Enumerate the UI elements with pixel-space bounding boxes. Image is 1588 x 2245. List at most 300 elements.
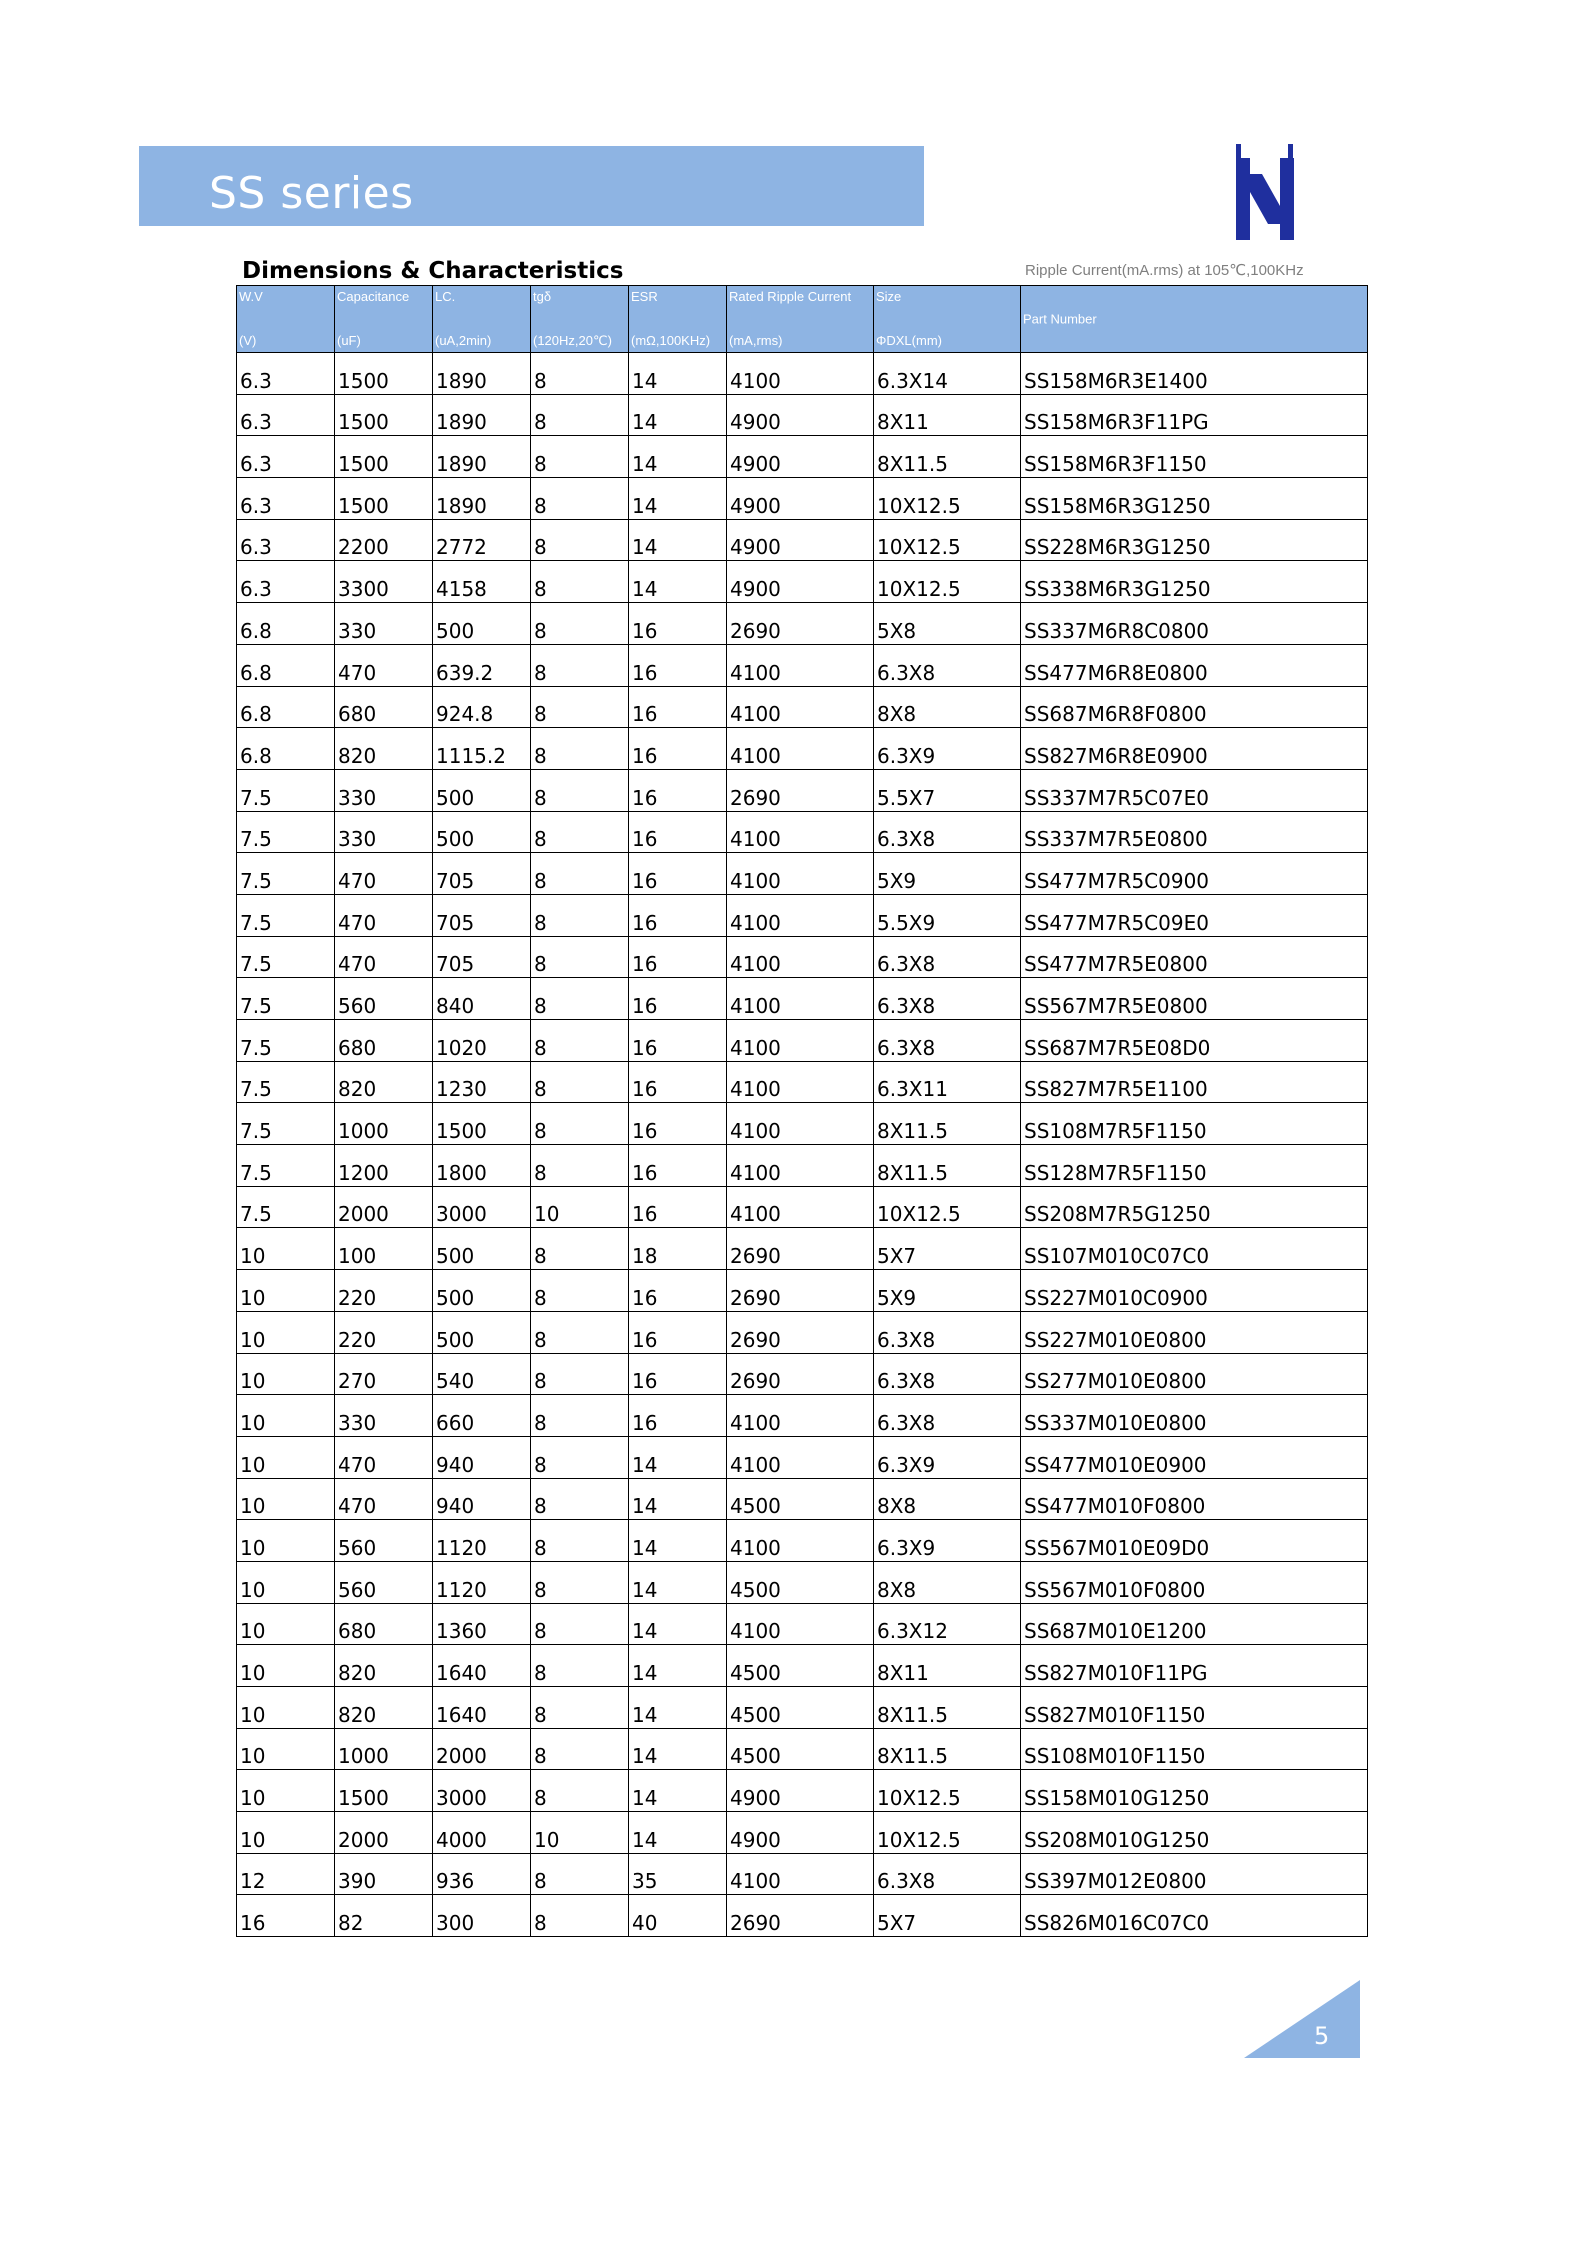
table-cell: 35 <box>629 1853 727 1895</box>
table-cell: 14 <box>629 394 727 436</box>
table-cell: 1890 <box>433 478 531 520</box>
table-cell: 6.8 <box>237 644 335 686</box>
table-cell: 5X7 <box>874 1895 1021 1937</box>
table-body <box>237 353 1368 1937</box>
table-cell: 4900 <box>727 1812 874 1854</box>
table-cell: SS827M7R5E1100 <box>1021 1061 1368 1103</box>
table-cell: 10 <box>237 1270 335 1312</box>
table-cell: 3300 <box>335 561 433 603</box>
table-cell: 4100 <box>727 853 874 895</box>
table-cell: 16 <box>629 686 727 728</box>
table-cell: 12 <box>237 1853 335 1895</box>
column-header-label: Size <box>876 289 902 304</box>
table-cell: 5X7 <box>874 1228 1021 1270</box>
table-cell: SS827M010F1150 <box>1021 1687 1368 1729</box>
table-cell: 8 <box>531 811 629 853</box>
table-cell: 16 <box>629 936 727 978</box>
table-cell: SS397M012E0800 <box>1021 1853 1368 1895</box>
table-cell: 8 <box>531 1436 629 1478</box>
table-cell: 14 <box>629 519 727 561</box>
column-header <box>335 286 433 353</box>
table-cell: 8 <box>531 1728 629 1770</box>
table-row <box>237 1228 1368 1270</box>
table-cell: 3000 <box>433 1186 531 1228</box>
table-row <box>237 1186 1368 1228</box>
table-cell: SS158M6R3G1250 <box>1021 478 1368 520</box>
table-cell: 1000 <box>335 1728 433 1770</box>
table-cell: 820 <box>335 1061 433 1103</box>
table-cell: SS158M6R3E1400 <box>1021 353 1368 395</box>
table-cell: 220 <box>335 1311 433 1353</box>
table-cell: 8X8 <box>874 686 1021 728</box>
table-row <box>237 1395 1368 1437</box>
column-header <box>237 286 335 353</box>
table-cell: 4100 <box>727 1603 874 1645</box>
table-cell: SS826M016C07C0 <box>1021 1895 1368 1937</box>
table-cell: 10 <box>237 1520 335 1562</box>
table-cell: 6.3X8 <box>874 644 1021 686</box>
table-cell: SS827M6R8E0900 <box>1021 728 1368 770</box>
table-cell: 8 <box>531 853 629 895</box>
table-row <box>237 728 1368 770</box>
table-cell: 2690 <box>727 1895 874 1937</box>
table-row <box>237 1645 1368 1687</box>
table-row <box>237 561 1368 603</box>
table-cell: 8 <box>531 1895 629 1937</box>
table-cell: 10 <box>237 1770 335 1812</box>
table-cell: 8 <box>531 1478 629 1520</box>
table-cell: 940 <box>433 1478 531 1520</box>
table-row <box>237 519 1368 561</box>
table-cell: 500 <box>433 1228 531 1270</box>
table-cell: SS337M7R5E0800 <box>1021 811 1368 853</box>
table-row <box>237 978 1368 1020</box>
table-cell: 8 <box>531 1853 629 1895</box>
table-cell: 4900 <box>727 561 874 603</box>
table-cell: 560 <box>335 978 433 1020</box>
table-cell: 330 <box>335 811 433 853</box>
table-cell: 1360 <box>433 1603 531 1645</box>
column-header-label: ESR <box>631 289 658 304</box>
column-header <box>874 286 1021 353</box>
table-cell: 10X12.5 <box>874 1770 1021 1812</box>
table-cell: 14 <box>629 1520 727 1562</box>
table-cell: 10X12.5 <box>874 1812 1021 1854</box>
table-row <box>237 394 1368 436</box>
table-cell: 4500 <box>727 1478 874 1520</box>
table-cell: SS227M010C0900 <box>1021 1270 1368 1312</box>
table-cell: 1200 <box>335 1145 433 1187</box>
table-cell: 6.3X9 <box>874 1520 1021 1562</box>
table-row <box>237 811 1368 853</box>
table-cell: SS337M010E0800 <box>1021 1395 1368 1437</box>
table-cell: 1890 <box>433 436 531 478</box>
table-cell: 10X12.5 <box>874 478 1021 520</box>
table-row <box>237 1812 1368 1854</box>
table-cell: 16 <box>629 644 727 686</box>
table-cell: SS827M010F11PG <box>1021 1645 1368 1687</box>
table-cell: 4100 <box>727 1395 874 1437</box>
table-cell: 924.8 <box>433 686 531 728</box>
column-header-label: Part Number <box>1023 311 1097 327</box>
table-cell: 8 <box>531 394 629 436</box>
table-cell: 6.3 <box>237 519 335 561</box>
table-cell: 6.3X8 <box>874 1311 1021 1353</box>
table-cell: 300 <box>433 1895 531 1937</box>
table-cell: 820 <box>335 728 433 770</box>
table-cell: 6.8 <box>237 603 335 645</box>
table-cell: 18 <box>629 1228 727 1270</box>
table-cell: 8 <box>531 478 629 520</box>
table-row <box>237 1895 1368 1937</box>
table-cell: 560 <box>335 1561 433 1603</box>
table-cell: 330 <box>335 1395 433 1437</box>
table-cell: 8X8 <box>874 1561 1021 1603</box>
table-cell: 6.3X8 <box>874 1395 1021 1437</box>
table-cell: 1230 <box>433 1061 531 1103</box>
table-cell: 4500 <box>727 1687 874 1729</box>
column-header <box>531 286 629 353</box>
table-row <box>237 1520 1368 1562</box>
table-cell: 14 <box>629 561 727 603</box>
table-cell: 8 <box>531 936 629 978</box>
table-cell: 6.3X11 <box>874 1061 1021 1103</box>
table-cell: 8 <box>531 353 629 395</box>
table-cell: SS567M7R5E0800 <box>1021 978 1368 1020</box>
table-row <box>237 1436 1368 1478</box>
table-cell: 8 <box>531 769 629 811</box>
table-cell: 2690 <box>727 1270 874 1312</box>
table-cell: 4500 <box>727 1561 874 1603</box>
column-header-unit: (120Hz,20℃) <box>533 333 612 348</box>
table-cell: 500 <box>433 811 531 853</box>
table-row <box>237 644 1368 686</box>
table-row <box>237 1561 1368 1603</box>
table-cell: 16 <box>629 853 727 895</box>
table-cell: 16 <box>629 1311 727 1353</box>
table-cell: 10 <box>531 1812 629 1854</box>
column-header <box>727 286 874 353</box>
table-cell: 16 <box>629 1145 727 1187</box>
table-row <box>237 1103 1368 1145</box>
table-row <box>237 1353 1368 1395</box>
table-cell: 16 <box>629 1061 727 1103</box>
table-cell: 470 <box>335 853 433 895</box>
table-cell: 6.3 <box>237 353 335 395</box>
column-header-unit: (mΩ,100KHz) <box>631 333 711 348</box>
table-cell: SS477M010E0900 <box>1021 1436 1368 1478</box>
table-cell: 100 <box>335 1228 433 1270</box>
table-cell: 660 <box>433 1395 531 1437</box>
ripple-current-note: Ripple Current(mA.rms) at 105℃,100KHz <box>1025 262 1304 279</box>
table-cell: 8 <box>531 978 629 1020</box>
table-cell: 1500 <box>335 353 433 395</box>
table-cell: 220 <box>335 1270 433 1312</box>
table-cell: 14 <box>629 1812 727 1854</box>
table-cell: SS277M010E0800 <box>1021 1353 1368 1395</box>
table-cell: 1500 <box>335 394 433 436</box>
table-cell: 8X11 <box>874 1645 1021 1687</box>
table-cell: 500 <box>433 1270 531 1312</box>
table-cell: 8 <box>531 1561 629 1603</box>
table-cell: 4158 <box>433 561 531 603</box>
table-cell: 6.8 <box>237 728 335 770</box>
company-logo-icon <box>1232 144 1298 240</box>
table-row <box>237 769 1368 811</box>
table-cell: 16 <box>629 1353 727 1395</box>
table-cell: SS158M6R3F11PG <box>1021 394 1368 436</box>
table-cell: SS337M6R8C0800 <box>1021 603 1368 645</box>
table-row <box>237 894 1368 936</box>
table-cell: 16 <box>629 603 727 645</box>
table-cell: 16 <box>629 1270 727 1312</box>
table-cell: 5X8 <box>874 603 1021 645</box>
table-cell: 1640 <box>433 1687 531 1729</box>
table-cell: SS567M010E09D0 <box>1021 1520 1368 1562</box>
table-row <box>237 1145 1368 1187</box>
table-cell: 2000 <box>335 1812 433 1854</box>
table-cell: 10 <box>237 1603 335 1645</box>
table-cell: 7.5 <box>237 978 335 1020</box>
table-cell: 8 <box>531 686 629 728</box>
table-cell: 1640 <box>433 1645 531 1687</box>
table-cell: 10 <box>237 1645 335 1687</box>
table-cell: 8X11.5 <box>874 1687 1021 1729</box>
table-cell: 705 <box>433 936 531 978</box>
table-cell: SS687M6R8F0800 <box>1021 686 1368 728</box>
table-cell: 10 <box>237 1478 335 1520</box>
table-cell: 936 <box>433 1853 531 1895</box>
table-cell: 7.5 <box>237 811 335 853</box>
table-cell: 6.3X9 <box>874 728 1021 770</box>
table-cell: 4000 <box>433 1812 531 1854</box>
table-cell: 16 <box>237 1895 335 1937</box>
table-cell: SS108M7R5F1150 <box>1021 1103 1368 1145</box>
table-cell: 14 <box>629 436 727 478</box>
table-cell: 8X11.5 <box>874 436 1021 478</box>
table-cell: 8 <box>531 644 629 686</box>
table-cell: 7.5 <box>237 1145 335 1187</box>
table-cell: 6.3 <box>237 478 335 520</box>
page-number: 5 <box>1314 2022 1330 2050</box>
table-cell: 4100 <box>727 894 874 936</box>
table-cell: 8 <box>531 1353 629 1395</box>
table-cell: 2000 <box>433 1728 531 1770</box>
table-cell: 1500 <box>433 1103 531 1145</box>
table-cell: 2690 <box>727 769 874 811</box>
table-cell: 10 <box>237 1436 335 1478</box>
table-cell: 14 <box>629 1645 727 1687</box>
table-cell: 10X12.5 <box>874 561 1021 603</box>
table-cell: 1500 <box>335 436 433 478</box>
table-cell: 16 <box>629 1103 727 1145</box>
specifications-table <box>236 285 1368 1937</box>
table-cell: 2772 <box>433 519 531 561</box>
table-cell: 470 <box>335 1478 433 1520</box>
table-cell: 1120 <box>433 1561 531 1603</box>
table-row <box>237 936 1368 978</box>
table-cell: 10 <box>237 1353 335 1395</box>
table-cell: SS107M010C07C0 <box>1021 1228 1368 1270</box>
table-cell: 6.3X8 <box>874 1353 1021 1395</box>
table-cell: 82 <box>335 1895 433 1937</box>
table-cell: 4100 <box>727 1436 874 1478</box>
table-cell: SS208M010G1250 <box>1021 1812 1368 1854</box>
table-cell: SS477M7R5E0800 <box>1021 936 1368 978</box>
column-header-label: LC. <box>435 289 456 304</box>
table-cell: 8X11 <box>874 394 1021 436</box>
column-header <box>629 286 727 353</box>
table-row <box>237 603 1368 645</box>
table-cell: SS158M010G1250 <box>1021 1770 1368 1812</box>
table-cell: 4100 <box>727 811 874 853</box>
column-header-label: Capacitance <box>337 289 410 304</box>
table-cell: 540 <box>433 1353 531 1395</box>
table-cell: 1890 <box>433 394 531 436</box>
table-cell: 1120 <box>433 1520 531 1562</box>
table-cell: 390 <box>335 1853 433 1895</box>
table-cell: 10 <box>237 1728 335 1770</box>
table-cell: 8 <box>531 894 629 936</box>
table-cell: 1500 <box>335 478 433 520</box>
table-cell: SS228M6R3G1250 <box>1021 519 1368 561</box>
table-row <box>237 1061 1368 1103</box>
table-cell: SS477M010F0800 <box>1021 1478 1368 1520</box>
table-cell: 680 <box>335 1603 433 1645</box>
table-cell: 10 <box>237 1812 335 1854</box>
table-row <box>237 353 1368 395</box>
table-cell: 4100 <box>727 1103 874 1145</box>
table-cell: 14 <box>629 1561 727 1603</box>
column-header <box>1021 286 1368 353</box>
table-row <box>237 478 1368 520</box>
table-cell: 6.8 <box>237 686 335 728</box>
table-cell: 705 <box>433 894 531 936</box>
table-cell: 7.5 <box>237 894 335 936</box>
table-cell: 10 <box>237 1311 335 1353</box>
table-row <box>237 853 1368 895</box>
table-cell: 8 <box>531 1770 629 1812</box>
table-cell: SS337M7R5C07E0 <box>1021 769 1368 811</box>
table-cell: 4100 <box>727 1061 874 1103</box>
table-cell: 2000 <box>335 1186 433 1228</box>
table-cell: 14 <box>629 478 727 520</box>
table-cell: 330 <box>335 603 433 645</box>
table-cell: SS208M7R5G1250 <box>1021 1186 1368 1228</box>
table-cell: 14 <box>629 1687 727 1729</box>
table-cell: 7.5 <box>237 936 335 978</box>
table-cell: 6.3 <box>237 436 335 478</box>
table-cell: 5X9 <box>874 1270 1021 1312</box>
series-banner <box>139 146 924 226</box>
table-cell: 1800 <box>433 1145 531 1187</box>
table-cell: 8 <box>531 1395 629 1437</box>
table-cell: 7.5 <box>237 1020 335 1062</box>
table-cell: 3000 <box>433 1770 531 1812</box>
table-cell: 6.3 <box>237 394 335 436</box>
table-cell: 8X11.5 <box>874 1145 1021 1187</box>
table-cell: 40 <box>629 1895 727 1937</box>
table-cell: 705 <box>433 853 531 895</box>
table-cell: 8 <box>531 1645 629 1687</box>
table-cell: 8 <box>531 1061 629 1103</box>
table-cell: 840 <box>433 978 531 1020</box>
table-cell: 8 <box>531 436 629 478</box>
table-cell: 8 <box>531 603 629 645</box>
table-cell: SS477M7R5C09E0 <box>1021 894 1368 936</box>
table-cell: 4100 <box>727 1145 874 1187</box>
table-cell: 8 <box>531 728 629 770</box>
table-cell: 1500 <box>335 1770 433 1812</box>
table-cell: 8 <box>531 561 629 603</box>
section-title: Dimensions & Characteristics <box>242 258 624 284</box>
table-cell: 8 <box>531 1145 629 1187</box>
table-cell: 500 <box>433 769 531 811</box>
table-cell: 7.5 <box>237 1103 335 1145</box>
table-cell: 10 <box>237 1395 335 1437</box>
table-cell: 4900 <box>727 478 874 520</box>
table-cell: 4100 <box>727 978 874 1020</box>
table-cell: 10X12.5 <box>874 1186 1021 1228</box>
table-cell: SS477M6R8E0800 <box>1021 644 1368 686</box>
table-cell: 470 <box>335 1436 433 1478</box>
table-cell: 14 <box>629 1770 727 1812</box>
table-cell: 8X8 <box>874 1478 1021 1520</box>
table-cell: 6.3X8 <box>874 936 1021 978</box>
table-cell: 1020 <box>433 1020 531 1062</box>
table-cell: 639.2 <box>433 644 531 686</box>
table-cell: 10 <box>531 1186 629 1228</box>
table-cell: 6.3X8 <box>874 1020 1021 1062</box>
table-cell: 7.5 <box>237 1186 335 1228</box>
table-cell: 4100 <box>727 1853 874 1895</box>
column-header-label: tgδ <box>533 289 552 304</box>
table-cell: 4100 <box>727 1186 874 1228</box>
table-cell: 14 <box>629 1436 727 1478</box>
table-cell: 470 <box>335 894 433 936</box>
table-row <box>237 1270 1368 1312</box>
table-cell: 4100 <box>727 936 874 978</box>
table-row <box>237 1603 1368 1645</box>
table-cell: 4500 <box>727 1728 874 1770</box>
table-cell: SS567M010F0800 <box>1021 1561 1368 1603</box>
table-row <box>237 1478 1368 1520</box>
table-cell: 2690 <box>727 603 874 645</box>
table-cell: SS338M6R3G1250 <box>1021 561 1368 603</box>
table-cell: 10 <box>237 1561 335 1603</box>
table-cell: SS687M010E1200 <box>1021 1603 1368 1645</box>
table-cell: 16 <box>629 728 727 770</box>
table-cell: 4100 <box>727 644 874 686</box>
table-cell: 7.5 <box>237 769 335 811</box>
table-cell: 16 <box>629 1020 727 1062</box>
table-cell: 820 <box>335 1645 433 1687</box>
table-cell: 8 <box>531 1687 629 1729</box>
table-row <box>237 1020 1368 1062</box>
table-cell: 4900 <box>727 1770 874 1812</box>
table-cell: 6.3X8 <box>874 811 1021 853</box>
table-row <box>237 1311 1368 1353</box>
table-cell: SS687M7R5E08D0 <box>1021 1020 1368 1062</box>
table-cell: 8 <box>531 1020 629 1062</box>
table-cell: SS108M010F1150 <box>1021 1728 1368 1770</box>
table-cell: 7.5 <box>237 853 335 895</box>
table-row <box>237 1853 1368 1895</box>
table-cell: 4100 <box>727 728 874 770</box>
table-cell: 8 <box>531 1228 629 1270</box>
table-header-row <box>237 286 1368 353</box>
table-cell: SS128M7R5F1150 <box>1021 1145 1368 1187</box>
